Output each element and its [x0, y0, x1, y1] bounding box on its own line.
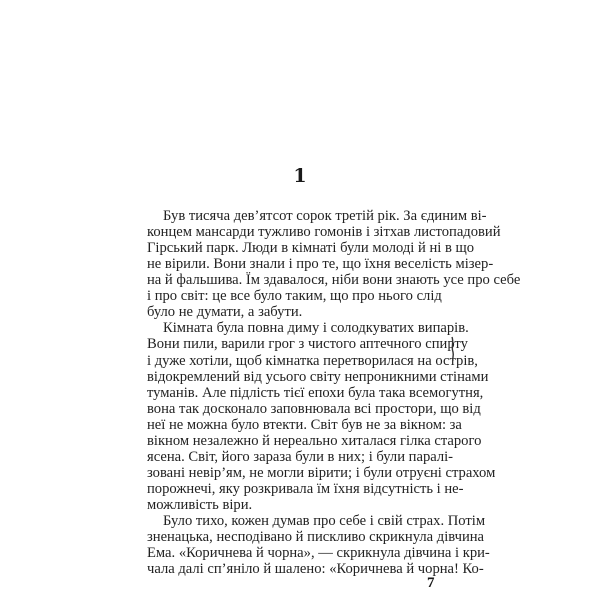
paragraph-1-line-7: було не думати, а забути. — [147, 304, 303, 321]
paragraph-2-line-10: зовані невір’ям, не могли вірити; і були отруєні страхом — [147, 464, 496, 481]
paragraph-3-line-4: чала далі сп’яніло й шалено: «Коричнева й чорна! Ко- — [147, 561, 484, 578]
pencil-mark-icon — [448, 336, 458, 362]
paragraph-2-line-4: відокремлений від усього світу непроникними стінами — [147, 368, 489, 385]
paragraph-2-line-2: Вони пили, варили грог з чистого аптечного спирту — [147, 336, 468, 353]
paragraph-3-line-2: зненацька, несподівано й пискливо скрикнула дівчина — [147, 529, 485, 546]
paragraph-3-line-3: Ема. «Коричнева й чорна», — скрикнула дівчина і кри- — [147, 545, 490, 562]
paragraph-1-line-2: концем мансарди тужливо гомонів і зітхав листопадовий — [147, 224, 501, 241]
paragraph-2-line-11: порожнечі, яку розкривала їм їхня відсутність і не- — [147, 480, 464, 497]
paragraph-2-line-6: вона так досконало заповнювала всі простори, що від — [147, 400, 481, 417]
paragraph-1-line-6: і про світ: це все було таким, що про нього слід — [147, 288, 442, 305]
paragraph-1-line-3: Гірський парк. Люди в кімнаті були молоді й ні в що — [147, 240, 475, 257]
paragraph-2-line-1: Кімната була повна диму і солодкуватих випарів. — [163, 320, 469, 337]
paragraph-2-line-7: неї не можна було втекти. Світ був не за вікном: за — [147, 416, 462, 433]
paragraph-2-line-9: ясена. Світ, його зараза були в них; і були паралі- — [147, 448, 454, 465]
paragraph-1-line-1: Був тисяча дев’ятсот сорок третій рік. За єдиним ві- — [163, 208, 487, 224]
paragraph-2-line-12: можливість віри. — [147, 496, 253, 513]
chapter-number: 1 — [293, 165, 307, 187]
paragraph-2-line-3: і дуже хотіли, щоб кімнатка перетворилася на острів, — [147, 352, 478, 369]
paragraph-1-line-4: не вірили. Вони знали і про те, що їхня веселість мізер- — [147, 256, 494, 273]
paragraph-2-line-5: туманів. Але підлість тієї епохи була така всемогутня, — [147, 384, 484, 401]
paragraph-2-line-8: вікном незалежно й нереально хиталася гілка старого — [147, 432, 482, 449]
page-number: 7 — [427, 575, 435, 591]
paragraph-1-line-5: на й фальшива. Їм здавалося, ніби вони знають усе про себе — [147, 272, 521, 289]
paragraph-3-line-1: Було тихо, кожен думав про себе і свій страх. Потім — [163, 513, 486, 529]
